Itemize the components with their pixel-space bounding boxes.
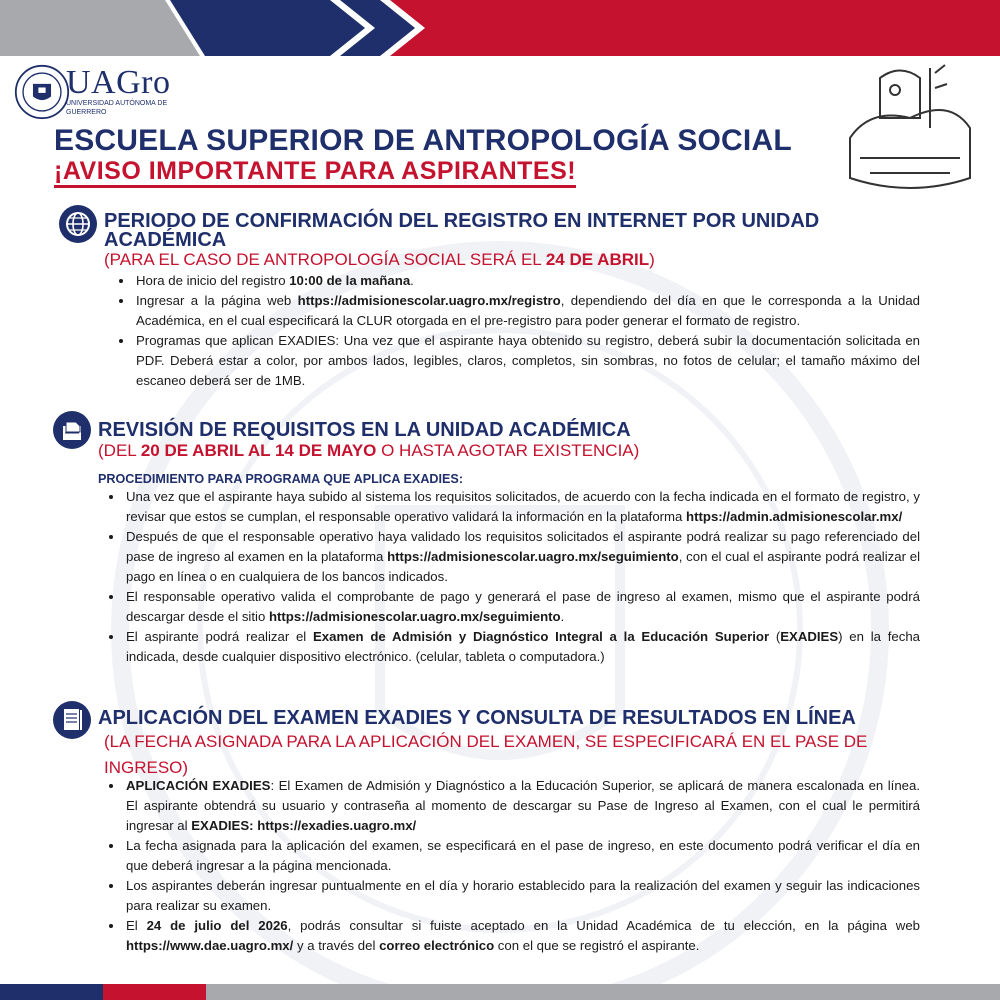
list-item: • El responsable operativo valida el comprobante de pago y generará el pase de ingreso al examen, mismo que el aspirante podrá descargar desde el sitio https://admisionescolar.uagro.mx/seguimiento. — [124, 587, 920, 627]
list-item: • Ingresar a la página web https://admisionescolar.uagro.mx/registro, dependiendo del día en que le corresponda a la Unidad Académica, en el cual especificará la CLUR otorgada en el pre-registro para poder generar el formato de registro. — [134, 291, 920, 331]
dae-link[interactable]: https://www.dae.uagro.mx/ — [126, 938, 294, 953]
section1-list — [116, 271, 920, 391]
section2-title: REVISIÓN DE REQUISITOS EN LA UNIDAD ACADÉMICA — [98, 419, 631, 441]
admin-link[interactable]: https://admin.admisionescolar.mx/ — [686, 509, 903, 524]
exadies-link[interactable]: EXADIES: https://exadies.uagro.mx/ — [191, 818, 417, 833]
section3-list — [106, 776, 920, 956]
list-item: • Después de que el responsable operativo haya validado los requisitos solicitados el aspirante podrá realizar su pago referenciado del pase de ingreso al examen en la plataforma https://admisionescolar.uagro.mx/seguimiento, con el cual el aspirante podrá realizar el pago en línea o en cualquiera de los bancos indicados. — [124, 527, 920, 587]
list-item: • APLICACIÓN EXADIES: El Examen de Admisión y Diagnóstico a la Educación Superior, se aplicará de manera escalonada en línea. El aspirante obtendrá su usuario y contraseña al momento de descargar su Pase de Ingreso al Examen, con el cual le permitirá ingresar al EXADIES: https://exadies.uagro.mx/ — [124, 776, 920, 836]
seguimiento-link-2[interactable]: https://admisionescolar.uagro.mx/seguimiento — [268, 609, 561, 624]
procedure-title: PROCEDIMIENTO PARA PROGRAMA QUE APLICA EXADIES: — [98, 472, 464, 486]
section3-title: APLICACIÓN DEL EXAMEN EXADIES Y CONSULTA DE RESULTADOS EN LÍNEA — [98, 707, 856, 729]
registro-link[interactable]: https://admisionescolar.uagro.mx/registro — [297, 293, 561, 308]
bottom-bar — [0, 984, 1000, 1000]
document-upload-icon — [52, 410, 92, 450]
university-seal-icon — [14, 64, 70, 120]
list-item: • El 24 de julio del 2026, podrás consultar si fuiste aceptado en la Unidad Académica de tu elección, en la página web https://www.dae.uagro.mx/ y a través del correo electrónico con el que se registró el aspirante. — [124, 916, 920, 956]
exam-sheet-icon — [52, 700, 92, 740]
section2-subtitle: (DEL 20 DE ABRIL AL 14 DE MAYO O HASTA AGOTAR EXISTENCIA) — [98, 441, 640, 460]
logo-subtitle: UNIVERSIDAD AUTÓNOMA DE GUERRERO — [66, 100, 168, 116]
notice-title: ¡AVISO IMPORTANTE PARA ASPIRANTES! — [54, 157, 576, 188]
globe-icon — [58, 204, 98, 244]
section3-subtitle: (LA FECHA ASIGNADA PARA LA APLICACIÓN DEL EXAMEN, SE ESPECIFICARÁ EN EL PASE DE INGRESO) — [104, 732, 868, 777]
list-item: • El aspirante podrá realizar el Examen de Admisión y Diagnóstico Integral a la Educación Superior (EXADIES) en la fecha indicada, desde cualquier dispositivo electrónico. (celular, tableta o computadora.) — [124, 627, 920, 667]
list-item: • La fecha asignada para la aplicación del examen, se especificará en el pase de ingreso, en este documento podrá verificar el día en que deberá ingresar a la página mencionada. — [124, 836, 920, 876]
list-item: • Una vez que el aspirante haya subido al sistema los requisitos solicitados, de acuerdo con la fecha indicada en el formato de registro, y revisar que estos se cumplan, el responsable operativo validará la información en la plataforma https://admin.admisionescolar.mx/ — [124, 487, 920, 527]
school-title: ESCUELA SUPERIOR DE ANTROPOLOGÍA SOCIAL — [54, 124, 792, 157]
section1-subtitle: (PARA EL CASO DE ANTROPOLOGÍA SOCIAL SERÁ EL 24 DE ABRIL) — [104, 250, 655, 269]
section1-title: PERIODO DE CONFIRMACIÓN DEL REGISTRO EN INTERNET POR UNIDAD ACADÉMICA — [104, 210, 820, 251]
seguimiento-link[interactable]: https://admisionescolar.uagro.mx/seguimiento — [387, 549, 679, 564]
anthropology-emblem-icon — [840, 58, 980, 204]
logo-wordmark: UAGro — [66, 64, 171, 101]
list-item: • Los aspirantes deberán ingresar puntualmente en el día y horario establecido para la realización del examen y seguir las indicaciones para realizar su examen. — [124, 876, 920, 916]
section2-list — [106, 487, 920, 667]
top-banner — [0, 0, 1000, 56]
list-item: • Hora de inicio del registro 10:00 de la mañana. — [134, 271, 920, 291]
list-item: • Programas que aplican EXADIES: Una vez que el aspirante haya obtenido su registro, deberá subir la documentación solicitada en PDF. Deberá estar a color, por ambos lados, legibles, claros, completos, sin sombras, no fotos de celular; el tamaño máximo del escaneo deberá ser de 1MB. — [134, 331, 920, 391]
